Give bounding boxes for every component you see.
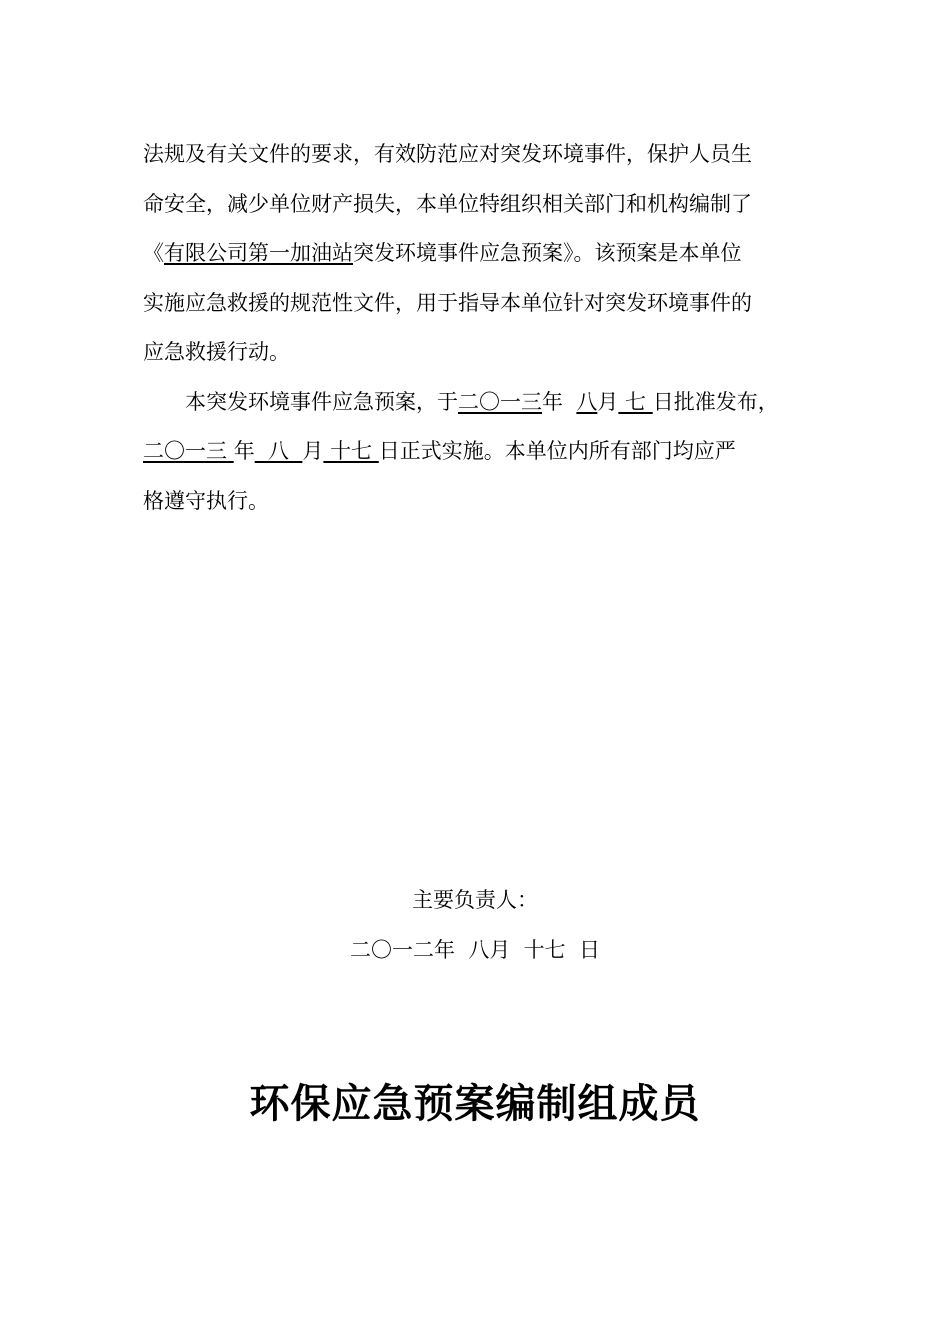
body-text [143, 130, 808, 526]
approval-month: 八 [576, 389, 598, 414]
implementation-line [143, 427, 808, 477]
signature-date-text: 二〇一二年 八月 十七 日 [349, 938, 601, 962]
approval-day: 七 [618, 389, 653, 414]
impl-suffix: 日正式实施。本单位内所有部门均应严 [378, 439, 736, 463]
month-char: 月 [597, 389, 619, 414]
year-char: 年 [542, 389, 563, 414]
impl-day: 十七 [323, 439, 379, 463]
paragraph-line: 应急救援行动。 [143, 340, 290, 364]
paragraph-line [143, 229, 808, 279]
responsible-person-label: 主要负责人： [412, 888, 538, 912]
approval-line [143, 378, 808, 428]
responsible-person [0, 884, 950, 914]
approval-intro: 本突发环境事件应急预案，于 [185, 389, 458, 414]
plan-title-text: 突发环境事件应急预案》。该预案是本单位 [353, 241, 742, 265]
paragraph-line: 法规及有关文件的要求，有效防范应对突发环境事件，保护人员生 [143, 142, 752, 166]
paragraph-line: 实施应急救援的规范性文件，用于指导本单位针对突发环境事件的 [143, 290, 752, 315]
paragraph-line: 命安全，减少单位财产损失，本单位特组织相关部门和机构编制了 [143, 191, 752, 216]
year-char: 年 [233, 439, 255, 463]
company-name: 有限公司第一加油站 [164, 241, 353, 265]
approval-suffix: 日批准发布， [652, 389, 779, 414]
paragraph-line: 格遵守执行。 [143, 488, 269, 513]
signature-date [0, 934, 950, 964]
month-char: 月 [302, 439, 324, 463]
impl-year: 二〇一三 [143, 439, 234, 463]
impl-month: 八 [254, 439, 303, 463]
quote-open: 《 [143, 241, 164, 265]
section-heading: 环保应急预案编制组成员 [249, 1081, 701, 1127]
approval-year: 二〇一三 [458, 389, 542, 414]
